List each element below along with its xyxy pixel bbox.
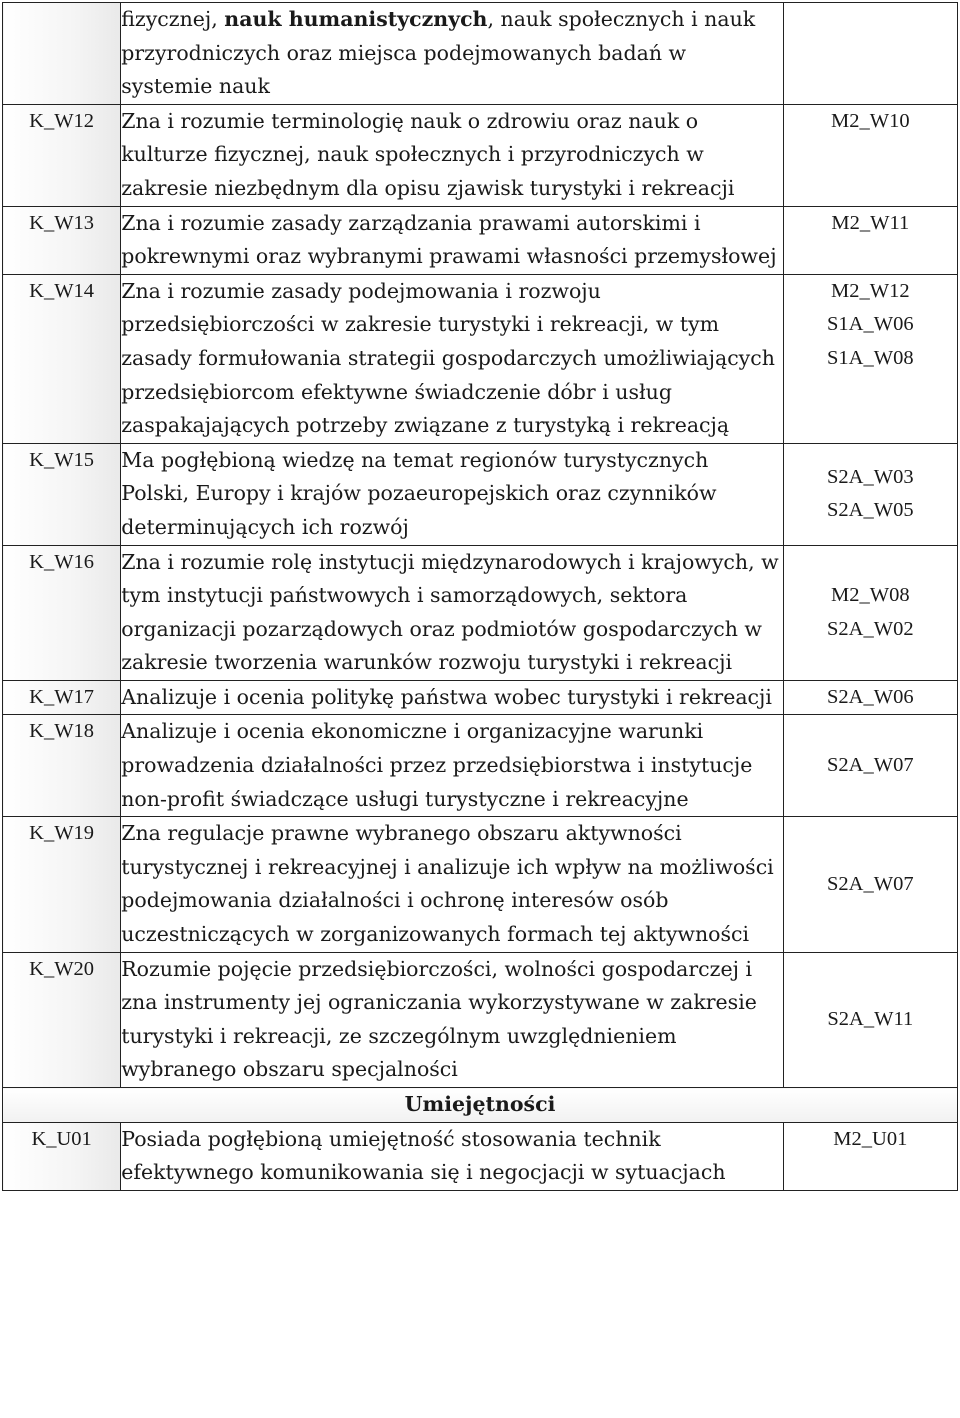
learning-outcomes-table <box>2 2 958 1191</box>
outcome-description-cell: Ma pogłębioną wiedzę na temat regionów turystycznych Polski, Europy i krajów pozaeuropejskich oraz czynników determinujących ich rozwój <box>121 443 783 545</box>
reference-code: M2_U01 <box>833 1127 908 1150</box>
outcome-code-cell: K_W14 <box>3 274 121 443</box>
section-header-row <box>3 1088 958 1123</box>
description-text: , nauk społecznych i nauk przyrodniczych oraz miejsca podejmowanych badań w systemie nauk <box>121 7 756 99</box>
outcome-code-cell: K_W16 <box>3 545 121 680</box>
outcome-reference-cell <box>783 680 957 715</box>
outcome-description-cell: Zna regulacje prawne wybranego obszaru aktywności turystycznej i rekreacyjnej i analizuje ich wpływ na możliwości podejmowania działalności i ochronę interesów osób uczestniczących w zorganizowanych formach tej aktywności <box>121 817 783 952</box>
description-text: fizycznej, <box>121 7 225 31</box>
reference-code: S1A_W08 <box>827 346 914 369</box>
table-row <box>3 952 958 1087</box>
table-row <box>3 3 958 105</box>
reference-code: M2_W11 <box>831 211 910 234</box>
reference-code: S2A_W07 <box>827 754 914 777</box>
reference-code: M2_W10 <box>831 109 910 132</box>
outcome-description-cell: Analizuje i ocenia politykę państwa wobec turystyki i rekreacji <box>121 680 783 715</box>
table-row <box>3 545 958 680</box>
outcome-description-cell: Analizuje i ocenia ekonomiczne i organizacyjne warunki prowadzenia działalności przez przedsiębiorstwa i instytucje non-profit świadczące usługi turystyczne i rekreacyjne <box>121 715 783 817</box>
table-row <box>3 104 958 206</box>
outcome-code-cell: K_W12 <box>3 104 121 206</box>
outcome-reference-cell <box>783 817 957 952</box>
reference-code: S1A_W06 <box>827 313 914 336</box>
table-row <box>3 274 958 443</box>
reference-code: S2A_W07 <box>827 872 914 895</box>
outcome-reference-cell <box>783 715 957 817</box>
outcome-reference-cell <box>783 3 957 105</box>
outcome-description-cell: Posiada pogłębioną umiejętność stosowania technik efektywnego komunikowania się i negocjacji w sytuacjach <box>121 1122 783 1190</box>
outcome-reference-cell <box>783 545 957 680</box>
outcome-description-cell <box>121 3 783 105</box>
table-row <box>3 1122 958 1190</box>
table-row <box>3 443 958 545</box>
outcome-code-cell: K_W20 <box>3 952 121 1087</box>
outcome-code-cell: K_W15 <box>3 443 121 545</box>
outcome-reference-cell <box>783 206 957 274</box>
outcome-code-cell: K_W19 <box>3 817 121 952</box>
outcome-reference-cell <box>783 1122 957 1190</box>
section-title: Umiejętności <box>3 1088 958 1123</box>
outcome-code-cell: K_U01 <box>3 1122 121 1190</box>
outcome-reference-cell <box>783 952 957 1087</box>
table-row <box>3 680 958 715</box>
outcome-description-cell: Zna i rozumie rolę instytucji międzynarodowych i krajowych, w tym instytucji państwowych i samorządowych, sektora organizacji pozarządowych oraz podmiotów gospodarczych w zakresie tworzenia warunków rozwoju turystyki i rekreacji <box>121 545 783 680</box>
outcome-description-cell: Rozumie pojęcie przedsiębiorczości, wolności gospodarczej i zna instrumenty jej ograniczania wykorzystywane w zakresie turystyki i rekreacji, ze szczególnym uwzględnieniem wybranego obszaru specjalności <box>121 952 783 1087</box>
outcome-code-cell: K_W17 <box>3 680 121 715</box>
reference-code: S2A_W11 <box>827 1008 914 1031</box>
outcome-code-cell <box>3 3 121 105</box>
outcome-reference-cell <box>783 104 957 206</box>
table-row <box>3 206 958 274</box>
reference-code: S2A_W02 <box>827 617 914 640</box>
reference-code: M2_W12 <box>831 279 910 302</box>
reference-code: M2_W08 <box>831 584 910 607</box>
description-bold-text: nauk humanistycznych <box>224 7 488 31</box>
outcome-code-cell: K_W18 <box>3 715 121 817</box>
reference-code: S2A_W05 <box>827 499 914 522</box>
outcome-reference-cell <box>783 274 957 443</box>
table-row <box>3 817 958 952</box>
outcome-description-cell: Zna i rozumie terminologię nauk o zdrowiu oraz nauk o kulturze fizycznej, nauk społecznych i przyrodniczych w zakresie niezbędnym dla opisu zjawisk turystyki i rekreacji <box>121 104 783 206</box>
outcome-reference-cell <box>783 443 957 545</box>
outcome-description-cell: Zna i rozumie zasady podejmowania i rozwoju przedsiębiorczości w zakresie turystyki i rekreacji, w tym zasady formułowania strategii gospodarczych umożliwiających przedsiębiorcom efektywne świadczenie dóbr i usług zaspakajających potrzeby związane z turystyką i rekreacją <box>121 274 783 443</box>
reference-code: S2A_W06 <box>827 685 914 708</box>
reference-code: S2A_W03 <box>827 465 914 488</box>
outcome-code-cell: K_W13 <box>3 206 121 274</box>
table-row <box>3 715 958 817</box>
outcome-description-cell: Zna i rozumie zasady zarządzania prawami autorskimi i pokrewnymi oraz wybranymi prawami własności przemysłowej <box>121 206 783 274</box>
